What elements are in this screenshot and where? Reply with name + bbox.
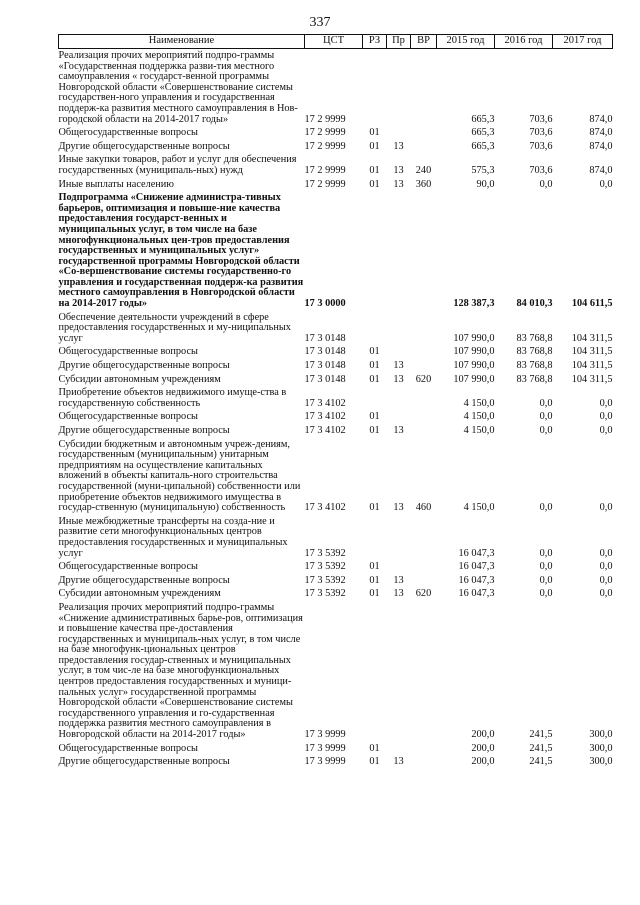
row-name: Иные выплаты населению — [58, 178, 175, 190]
row-value-2017: 0,0 — [599, 178, 613, 190]
row-name: Подпрограмма «Снижение администра-тивных барьеров, оптимизация и повыше-ние качества предоставления государст-венных и муниципальных услуг, в том числе на базе многофункциональных цен-тров предоставления государственных и муниципальных услуг» государственной программы Новгородской области «Со-вершенствование системы государственно-го управления и государственная поддерж-ка развития местного самоуправления в Новгородской области на 2014-2017 годы» — [58, 192, 304, 310]
row-rz: 01 — [369, 574, 380, 586]
row-name: Субсидии бюджетным и автономным учреж-дениям, государственным (муниципальным) унитарным предприятиям на осуществление капитальных вложений в объекты капиталь-ного строительства государственной (муни-ципальной) собственности или приобретение объектов недвижимого имущества в государ-ственную (муниципальную) собственность — [58, 438, 301, 514]
row-vr — [411, 742, 437, 756]
row-rz: 01 — [369, 411, 380, 423]
row-value-2015: 665,3 — [471, 127, 495, 139]
row-value-2015: 128 387,3 — [453, 298, 495, 310]
header-2017: 2017 год — [553, 35, 613, 49]
row-vr — [411, 560, 437, 574]
row-pr — [387, 345, 411, 359]
row-pr: 13 — [393, 756, 404, 768]
row-pr — [387, 742, 411, 756]
row-value-2017: 0,0 — [599, 425, 613, 436]
row-csr: 17 3 5392 — [304, 547, 346, 559]
row-rz: 01 — [369, 561, 380, 573]
row-value-2017: 874,0 — [589, 127, 613, 139]
table-row — [59, 373, 613, 387]
row-value-2015: 16 047,3 — [458, 588, 495, 600]
row-vr — [411, 755, 437, 769]
row-vr — [411, 574, 437, 588]
row-value-2015: 4 150,0 — [463, 397, 495, 409]
row-csr: 17 3 5392 — [304, 588, 346, 600]
row-value-2017: 874,0 — [589, 164, 613, 176]
row-value-2016: 703,6 — [529, 127, 553, 139]
table-row — [59, 587, 613, 601]
row-csr: 17 2 9999 — [304, 113, 346, 125]
row-rz: 01 — [369, 373, 380, 385]
row-value-2015: 107 990,0 — [453, 360, 495, 372]
row-pr — [387, 191, 411, 311]
page-number: 337 — [309, 15, 331, 30]
row-value-2016: 0,0 — [539, 588, 553, 600]
row-pr: 13 — [393, 140, 404, 152]
table-body — [59, 49, 613, 769]
row-value-2017: 104 311,5 — [571, 373, 613, 385]
row-value-2017: 0,0 — [599, 547, 613, 559]
row-value-2015: 200,0 — [471, 756, 495, 768]
row-vr: 620 — [415, 373, 432, 385]
row-csr: 17 3 9999 — [304, 729, 346, 741]
row-vr: 240 — [415, 164, 432, 176]
table-header-row — [59, 35, 613, 49]
table-row — [59, 191, 613, 311]
table-row — [59, 345, 613, 359]
row-name: Другие общегосударственные вопросы — [58, 360, 230, 372]
row-name: Другие общегосударственные вопросы — [58, 425, 230, 436]
row-name: Другие общегосударственные вопросы — [58, 574, 230, 586]
row-value-2015: 4 150,0 — [463, 502, 495, 514]
table-row — [59, 49, 613, 127]
row-value-2016: 0,0 — [539, 397, 553, 409]
row-rz — [363, 601, 387, 742]
row-value-2016: 0,0 — [539, 411, 553, 423]
row-csr: 17 3 9999 — [304, 756, 346, 768]
row-rz: 01 — [369, 164, 380, 176]
row-pr — [387, 601, 411, 742]
row-value-2017: 0,0 — [599, 411, 613, 423]
table-row — [59, 515, 613, 560]
row-vr — [411, 311, 437, 346]
row-value-2016: 0,0 — [539, 561, 553, 573]
row-csr: 17 2 9999 — [304, 164, 346, 176]
row-name: Реализация прочих мероприятий подпро-граммы «Государственная поддержка разви-тия местного самоуправления « государст-венной программы Новгородской области «Совершенствование системы государствен-ного управления и государственная поддерж-ка развития местного самоуправления в Нов-городской области на 2014-2017 годы» — [58, 50, 298, 125]
header-name: Наименование — [59, 35, 305, 49]
row-value-2015: 200,0 — [471, 742, 495, 754]
row-vr — [411, 410, 437, 424]
row-name: Приобретение объектов недвижимого имуще-ства в государственную собственность — [58, 387, 287, 409]
row-pr — [387, 311, 411, 346]
row-name: Иные закупки товаров, работ и услуг для обеспечения государственных (муниципаль-ных) нужд — [58, 154, 297, 176]
row-rz — [363, 191, 387, 311]
row-value-2015: 4 150,0 — [463, 411, 495, 423]
row-rz — [363, 386, 387, 410]
row-vr — [411, 386, 437, 410]
row-name: Общегосударственные вопросы — [58, 346, 198, 358]
row-rz: 01 — [369, 140, 380, 152]
row-value-2015: 200,0 — [471, 729, 495, 741]
table-row — [59, 410, 613, 424]
table-row — [59, 140, 613, 154]
budget-table — [58, 34, 613, 769]
row-name: Другие общегосударственные вопросы — [58, 140, 230, 152]
table-row — [59, 601, 613, 742]
row-csr: 17 3 0000 — [304, 298, 346, 310]
row-pr: 13 — [393, 178, 404, 190]
row-value-2017: 0,0 — [599, 574, 613, 586]
table-row — [59, 126, 613, 140]
row-value-2016: 703,6 — [529, 164, 553, 176]
row-pr: 13 — [393, 574, 404, 586]
row-csr: 17 3 4102 — [304, 411, 346, 423]
row-vr: 460 — [415, 502, 432, 514]
row-value-2015: 16 047,3 — [458, 574, 495, 586]
row-csr: 17 3 0148 — [304, 360, 346, 372]
row-value-2017: 300,0 — [589, 756, 613, 768]
row-pr — [387, 49, 411, 127]
row-value-2015: 575,3 — [471, 164, 495, 176]
table-row — [59, 386, 613, 410]
row-pr — [387, 126, 411, 140]
row-rz: 01 — [369, 425, 380, 436]
row-csr: 17 3 5392 — [304, 574, 346, 586]
row-value-2017: 300,0 — [589, 742, 613, 754]
row-value-2016: 0,0 — [539, 574, 553, 586]
row-value-2017: 104 311,5 — [571, 346, 613, 358]
table-row — [59, 359, 613, 373]
row-name: Иные межбюджетные трансферты на созда-ние и развитие сети многофункциональных центров предоставления государственных и муниципальных услуг — [58, 515, 288, 559]
row-value-2016: 83 768,8 — [516, 373, 553, 385]
row-rz: 01 — [369, 502, 380, 514]
row-pr: 13 — [393, 425, 404, 436]
row-csr: 17 3 5392 — [304, 561, 346, 573]
row-pr: 13 — [393, 588, 404, 600]
row-rz: 01 — [369, 756, 380, 768]
table-row — [59, 438, 613, 515]
row-vr — [411, 515, 437, 560]
row-value-2016: 241,5 — [529, 742, 553, 754]
table-row — [59, 560, 613, 574]
row-rz: 01 — [369, 588, 380, 600]
row-name: Субсидии автономным учреждениям — [58, 373, 221, 385]
row-value-2017: 104 611,5 — [571, 298, 613, 310]
row-csr: 17 3 4102 — [304, 397, 346, 409]
row-rz: 01 — [369, 346, 380, 358]
header-2015: 2015 год — [437, 35, 495, 49]
table-row — [59, 755, 613, 769]
row-csr: 17 2 9999 — [304, 178, 346, 190]
row-vr — [411, 359, 437, 373]
row-value-2016: 0,0 — [539, 502, 553, 514]
row-value-2017: 874,0 — [589, 113, 613, 125]
table-row — [59, 424, 613, 438]
row-csr: 17 3 0148 — [304, 373, 346, 385]
row-value-2017: 104 311,5 — [571, 360, 613, 372]
row-vr: 620 — [415, 588, 432, 600]
table-row — [59, 178, 613, 192]
table-row — [59, 742, 613, 756]
row-value-2015: 90,0 — [476, 178, 495, 190]
row-pr: 13 — [393, 502, 404, 514]
row-vr — [411, 126, 437, 140]
row-vr — [411, 191, 437, 311]
row-rz: 01 — [369, 742, 380, 754]
row-rz — [363, 311, 387, 346]
row-value-2015: 665,3 — [471, 140, 495, 152]
row-name: Общегосударственные вопросы — [58, 742, 198, 754]
row-csr: 17 2 9999 — [304, 140, 346, 152]
row-vr — [411, 49, 437, 127]
row-vr — [411, 140, 437, 154]
row-value-2017: 300,0 — [589, 729, 613, 741]
row-pr — [387, 386, 411, 410]
row-value-2017: 0,0 — [599, 561, 613, 573]
row-name: Общегосударственные вопросы — [58, 561, 198, 573]
row-value-2016: 84 010,3 — [516, 298, 553, 310]
row-value-2016: 83 768,8 — [516, 346, 553, 358]
row-csr: 17 3 9999 — [304, 742, 346, 754]
row-name: Обеспечение деятельности учреждений в сфере предоставления государственных и му-ниципальных услуг — [58, 311, 291, 344]
row-value-2016: 241,5 — [529, 756, 553, 768]
header-vr: ВР — [411, 35, 437, 49]
row-vr: 360 — [415, 178, 432, 190]
row-rz: 01 — [369, 127, 380, 139]
row-rz: 01 — [369, 360, 380, 372]
row-pr — [387, 560, 411, 574]
row-value-2016: 241,5 — [529, 729, 553, 741]
row-name: Другие общегосударственные вопросы — [58, 756, 230, 768]
row-value-2017: 0,0 — [599, 588, 613, 600]
row-rz — [363, 515, 387, 560]
table-row — [59, 311, 613, 346]
row-value-2016: 83 768,8 — [516, 360, 553, 372]
row-value-2015: 665,3 — [471, 113, 495, 125]
row-csr: 17 3 4102 — [304, 502, 346, 514]
header-2016: 2016 год — [495, 35, 553, 49]
row-value-2015: 107 990,0 — [453, 373, 495, 385]
row-value-2015: 16 047,3 — [458, 561, 495, 573]
row-value-2016: 0,0 — [539, 547, 553, 559]
row-value-2016: 703,6 — [529, 113, 553, 125]
row-name: Общегосударственные вопросы — [58, 127, 198, 139]
row-vr — [411, 601, 437, 742]
row-csr: 17 3 0148 — [304, 346, 346, 358]
header-csr: ЦСТ — [305, 35, 363, 49]
row-csr: 17 3 0148 — [304, 332, 346, 344]
row-value-2017: 0,0 — [599, 502, 613, 514]
row-pr: 13 — [393, 164, 404, 176]
row-csr: 17 3 4102 — [304, 425, 346, 436]
row-pr: 13 — [393, 360, 404, 372]
row-value-2016: 83 768,8 — [516, 332, 553, 344]
row-vr — [411, 424, 437, 438]
row-name: Субсидии автономным учреждениям — [58, 588, 221, 600]
row-value-2017: 0,0 — [599, 397, 613, 409]
row-pr — [387, 515, 411, 560]
header-pr: Пр — [387, 35, 411, 49]
row-value-2016: 703,6 — [529, 140, 553, 152]
row-rz — [363, 49, 387, 127]
row-value-2016: 0,0 — [539, 425, 553, 436]
row-value-2015: 107 990,0 — [453, 332, 495, 344]
table-row — [59, 153, 613, 177]
row-value-2017: 874,0 — [589, 140, 613, 152]
header-rz: РЗ — [363, 35, 387, 49]
row-value-2017: 104 311,5 — [571, 332, 613, 344]
row-value-2015: 107 990,0 — [453, 346, 495, 358]
row-value-2016: 0,0 — [539, 178, 553, 190]
row-csr: 17 2 9999 — [304, 127, 346, 139]
row-vr — [411, 345, 437, 359]
row-name: Общегосударственные вопросы — [58, 411, 198, 423]
row-name: Реализация прочих мероприятий подпро-граммы «Снижение административных барье-ров, оптимизация и повышение качества пре-доставления государственных и муниципаль-ных услуг, в том числе на базе многофунк-циональных центров предоставления государ-ственных и муниципальных услуг, в том чис-ле на базе многофункциональных центров предоставления государственных и муници-пальных услуг» государственной программы Новгородской области «Совершенствование системы государственного управления и го-сударственная поддержка развития местного самоуправления в Новгородской области на 2014-2017 годы» — [58, 601, 303, 741]
row-value-2015: 16 047,3 — [458, 547, 495, 559]
row-rz: 01 — [369, 178, 380, 190]
row-pr: 13 — [393, 373, 404, 385]
row-value-2015: 4 150,0 — [463, 425, 495, 436]
row-pr — [387, 410, 411, 424]
table-row — [59, 574, 613, 588]
